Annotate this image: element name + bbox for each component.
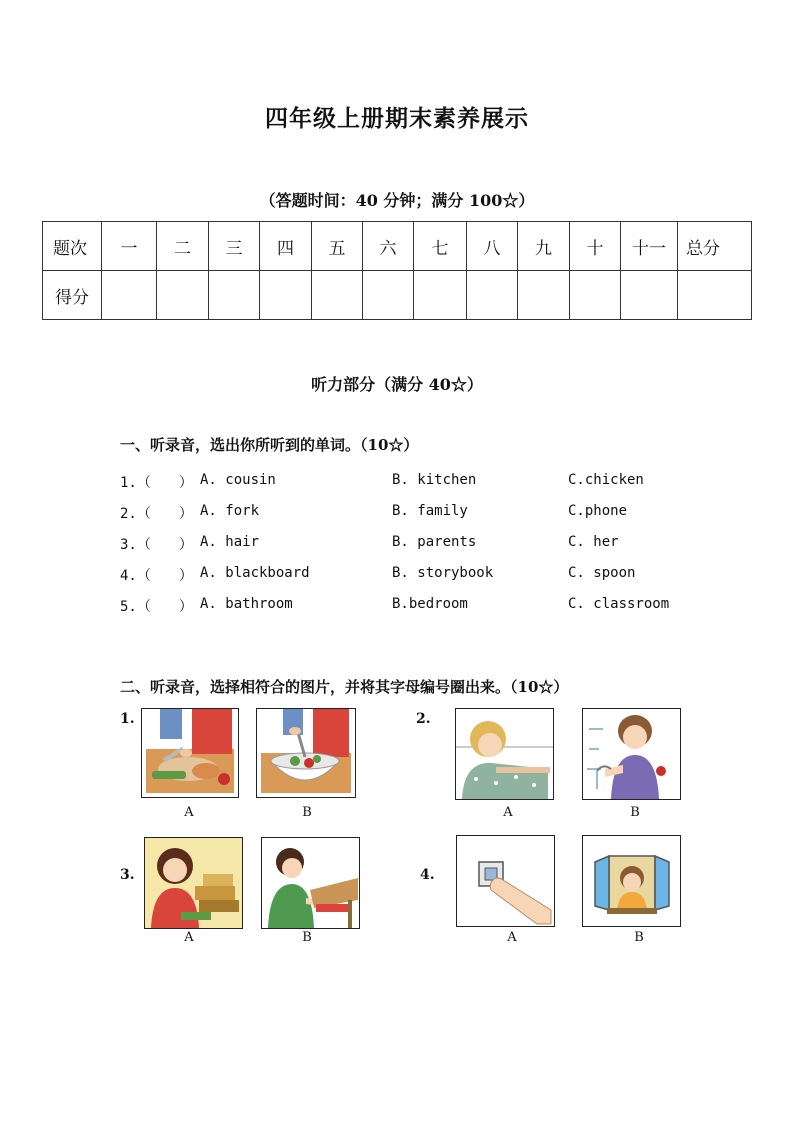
picture-girl-sleeping[interactable] [455,708,554,800]
picture-boy-at-desk[interactable] [261,837,360,929]
option-a[interactable]: A. hair [200,534,260,550]
score-cell[interactable] [570,271,621,320]
option-b[interactable]: B. kitchen [392,472,477,488]
part1-heading: 一、听录音，选出你所听到的单词。（10☆） [120,436,419,454]
picture-mixing-salad[interactable] [256,708,356,798]
listening-section-title: 听力部分（满分 40☆） [311,375,483,394]
table-header-cell: 十一 [621,222,678,271]
table-header-cell: 总分 [678,222,752,271]
option-a[interactable]: A. blackboard [200,565,310,581]
table-header-cell: 六 [363,222,414,271]
option-b[interactable]: B.bedroom [392,596,468,612]
exam-info: （答题时间：40 分钟；满分 100☆） [259,191,535,210]
question-number: 5.（ ） [120,599,193,615]
option-c[interactable]: C. classroom [568,596,670,612]
option-label-b[interactable]: B [302,930,312,945]
option-label-a[interactable]: A [184,805,194,820]
option-label-b[interactable]: B [302,805,312,820]
option-a[interactable]: A. fork [200,503,260,519]
score-cell[interactable] [260,271,312,320]
score-cell[interactable] [414,271,467,320]
score-cell[interactable] [467,271,518,320]
option-c[interactable]: C. her [568,534,619,550]
option-a[interactable]: A. bathroom [200,596,293,612]
option-a[interactable]: A. cousin [200,472,276,488]
table-header-cell: 一 [102,222,157,271]
score-cell[interactable] [209,271,260,320]
option-c[interactable]: C.phone [568,503,628,519]
score-cell[interactable] [157,271,209,320]
score-table-score-row [43,271,752,320]
picture-cutting-vegetables[interactable] [141,708,239,798]
option-label-b[interactable]: B [630,805,640,820]
option-b[interactable]: B. parents [392,534,477,550]
question-number: 2.（ ） [120,506,193,522]
item-number: 1. [120,711,135,727]
option-c[interactable]: C.chicken [568,472,644,488]
item-number: 2. [416,711,431,727]
option-label-a[interactable]: A [507,930,517,945]
score-table [42,221,752,320]
option-label-a[interactable]: A [184,930,194,945]
table-header-cell: 七 [414,222,467,271]
table-header-cell: 十 [570,222,621,271]
table-header-cell: 三 [209,222,260,271]
page-title: 四年级上册期末素养展示 [265,105,529,132]
part2-heading: 二、听录音，选择相符合的图片，并将其字母编号圈出来。（10☆） [120,678,569,696]
table-header-cell: 题次 [43,222,102,271]
question-number: 3.（ ） [120,537,193,553]
score-cell[interactable] [621,271,678,320]
option-b[interactable]: B. family [392,503,468,519]
table-header-cell: 二 [157,222,209,271]
picture-boy-washing[interactable] [582,708,681,800]
item-number: 4. [420,867,435,883]
option-b[interactable]: B. storybook [392,565,494,581]
table-header-cell: 五 [312,222,363,271]
table-header-cell: 四 [260,222,312,271]
option-label-b[interactable]: B [634,930,644,945]
score-cell[interactable] [363,271,414,320]
score-table-header-row [43,222,752,271]
picture-open-window[interactable] [582,835,681,927]
score-cell[interactable] [102,271,157,320]
score-cell[interactable] [312,271,363,320]
question-number: 4.（ ） [120,568,193,584]
option-c[interactable]: C. spoon [568,565,636,581]
score-cell[interactable] [678,271,752,320]
option-label-a[interactable]: A [503,805,513,820]
score-cell[interactable] [518,271,570,320]
table-header-cell: 九 [518,222,570,271]
item-number: 3. [120,867,135,883]
table-header-cell: 八 [467,222,518,271]
picture-light-switch[interactable] [456,835,555,927]
picture-girl-with-books[interactable] [144,837,243,929]
score-row-label: 得分 [43,271,102,320]
question-number: 1.（ ） [120,475,193,491]
